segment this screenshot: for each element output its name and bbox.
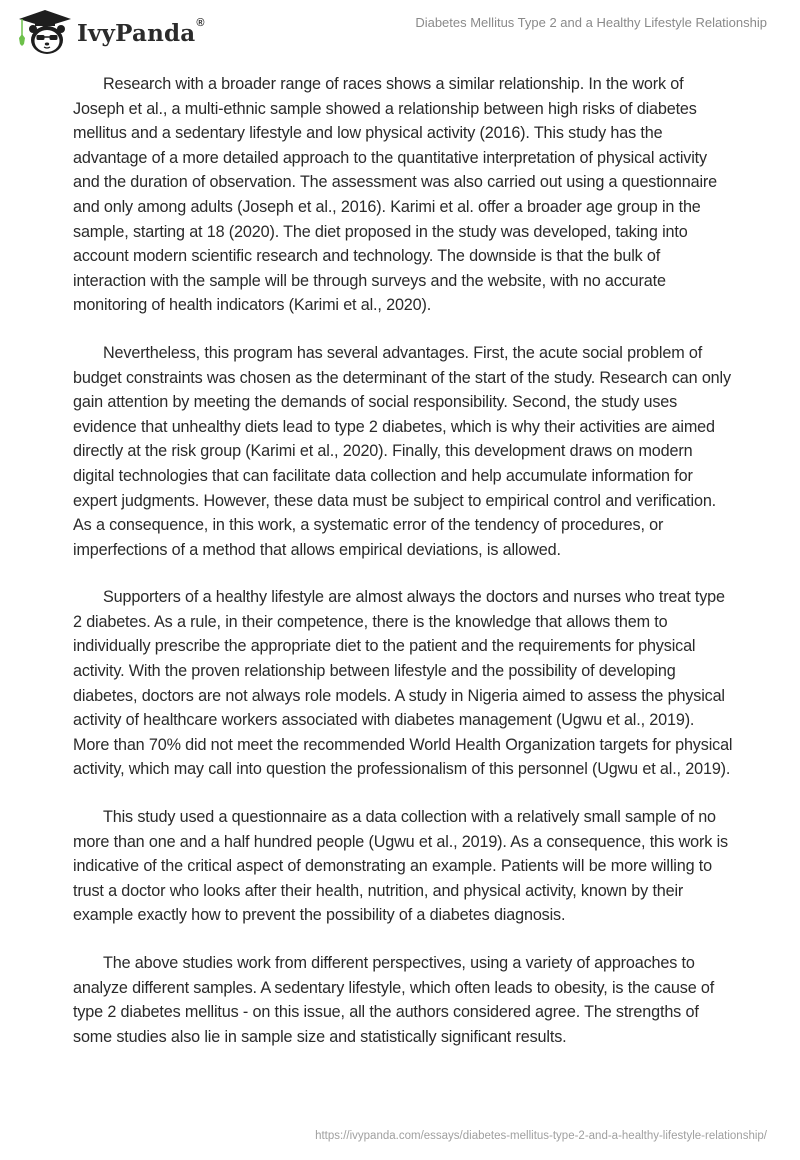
page-header <box>0 0 800 60</box>
registered-mark: ® <box>196 17 205 29</box>
essay-body <box>73 72 733 1072</box>
document-title: Diabetes Mellitus Type 2 and a Healthy Lifestyle Relationship <box>415 15 767 30</box>
paragraph: Nevertheless, this program has several advantages. First, the acute social problem of budget constraints was chosen as the determinant of the start of the study. Research can only gain attention by meeting the demands of social responsibility. Second, the study uses evidence that unhealthy diets lead to type 2 diabetes, which is why their activities are aimed directly at the risk group (Karimi et al., 2020). Finally, this development draws on modern digital technologies that can facilitate data collection and help accumulate information for expert judgments. However, these data must be subject to empirical control and verification. As a consequence, in this work, a systematic error of the tendency of procedures, or imperfections of a method that allows empirical deviations, is allowed. <box>73 343 731 559</box>
panda-graduate-icon <box>17 8 73 56</box>
logo-text: IvyPanda <box>77 19 196 47</box>
paragraph: The above studies work from different perspectives, using a variety of approaches to analyze different samples. A sedentary lifestyle, which often leads to obesity, is the cause of type 2 diabetes mellitus - on this issue, all the authors considered agree. The strengths of some studies also lie in sample size and statistically significant results. <box>73 954 715 1046</box>
source-url[interactable]: https://ivypanda.com/essays/diabetes-mellitus-type-2-and-a-healthy-lifestyle-relationship/ <box>315 1130 767 1142</box>
paragraph: This study used a questionnaire as a data collection with a relatively small sample of no more than one and a half hundred people (Ugwu et al., 2019). As a consequence, this work is indicative of the critical aspect of demonstrating an example. Patients will be more willing to trust a doctor who looks after their health, nutrition, and physical activity, known by their example exactly how to prevent the possibility of a diabetes diagnosis. <box>73 808 728 925</box>
paragraph: Supporters of a healthy lifestyle are almost always the doctors and nurses who treat type 2 diabetes. As a rule, in their competence, there is the knowledge that allows them to individually prescribe the appropriate diet to the patient and the requirements for physical activity. With the proven relationship between lifestyle and the possibility of developing diabetes, doctors are not always role models. A study in Nigeria aimed to assess the physical activity of healthcare workers associated with diabetes management (Ugwu et al., 2019). More than 70% did not meet the recommended World Health Organization targets for physical activity, which may call into question the professionalism of this personnel (Ugwu et al., 2019). <box>73 588 733 779</box>
paragraph: Research with a broader range of races shows a similar relationship. In the work of Joseph et al., a multi-ethnic sample showed a relationship between high risks of diabetes mellitus and a sedentary lifestyle and low physical activity (2016). This study has the advantage of a more detailed approach to the quantitative interpretation of physical activity and the duration of observation. The assessment was also carried out using a questionnaire and only among adults (Joseph et al., 2016). Karimi et al. offer a broader age group in the sample, starting at 18 (2020). The diet proposed in the study was developed, taking into account modern scientific research and technology. The downside is that the bulk of interaction with the sample will be through surveys and the website, with no accurate monitoring of health indicators (Karimi et al., 2020). <box>73 75 717 315</box>
ivypanda-logo[interactable] <box>17 8 204 56</box>
